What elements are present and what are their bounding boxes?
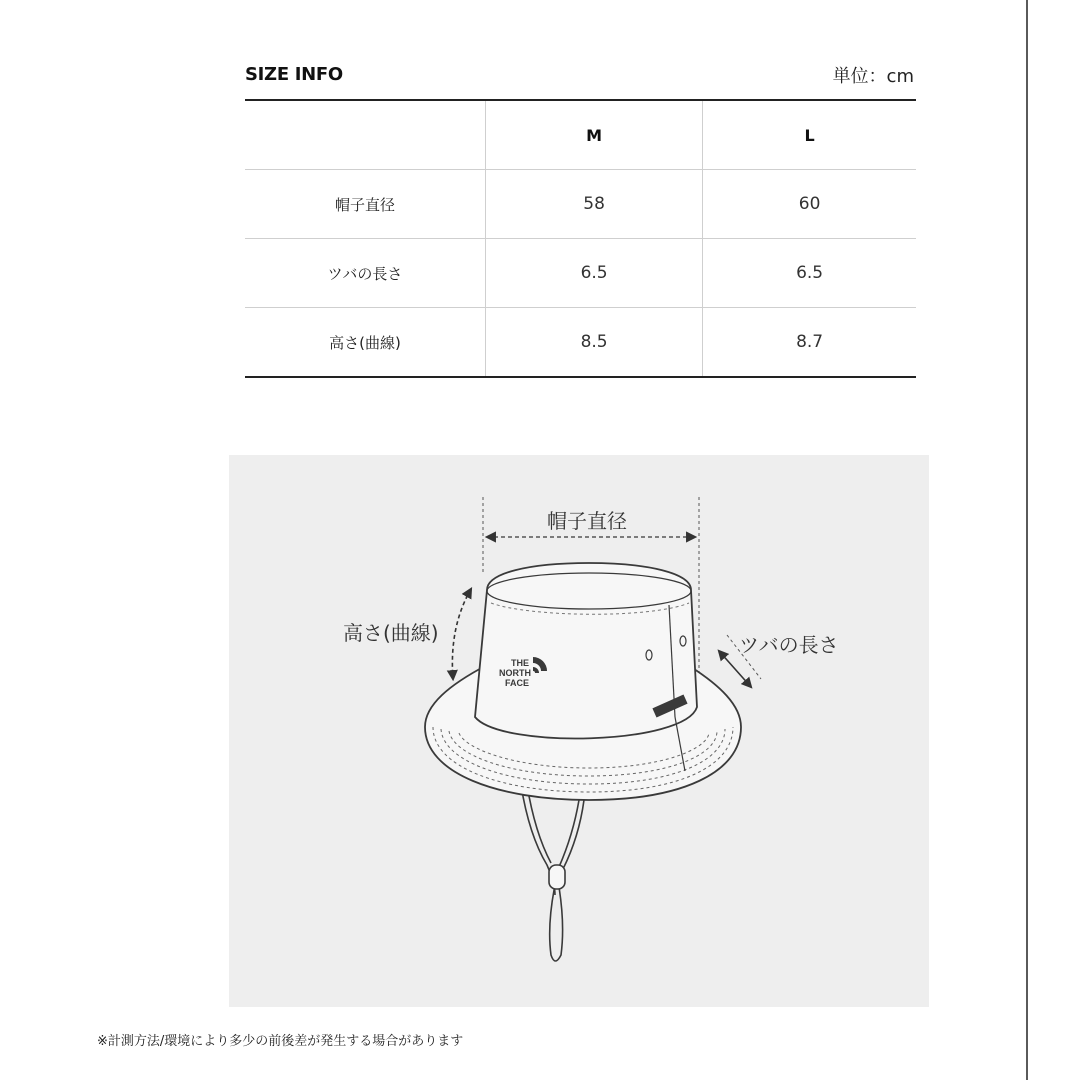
table-header-empty [245,100,486,170]
table-header-m: M [486,100,703,170]
height-label: 高さ(曲線) [343,621,439,645]
bucket-hat-illustration [229,455,929,1007]
svg-text:NORTH: NORTH [499,668,531,678]
table-header-l: L [703,100,916,170]
table-row [245,170,916,239]
table-row [245,239,916,308]
cell-m: 8.5 [486,308,703,378]
cell-l: 8.7 [703,308,916,378]
chin-strap [521,785,584,961]
page-title: SIZE INFO [245,64,343,85]
table-header-row [245,100,916,170]
svg-text:FACE: FACE [505,678,530,688]
table-row [245,308,916,378]
measurement-note: ※計測方法/環境により多少の前後差が発生する場合があります [97,1034,464,1049]
size-table [245,99,916,378]
height-arrow [452,589,471,679]
cell-m: 58 [486,170,703,239]
diameter-label: 帽子直径 [547,509,627,533]
row-label: 帽子直径 [245,170,486,239]
row-label: 高さ(曲線) [245,308,486,378]
unit-label: 単位：cm [832,66,914,87]
brim-length-label: ツバの長さ [739,633,839,657]
svg-text:THE: THE [511,658,529,668]
row-label: ツバの長さ [245,239,486,308]
hat-measurement-diagram [229,455,929,1007]
cell-m: 6.5 [486,239,703,308]
cell-l: 6.5 [703,239,916,308]
cell-l: 60 [703,170,916,239]
page-border-line [1026,0,1028,1080]
